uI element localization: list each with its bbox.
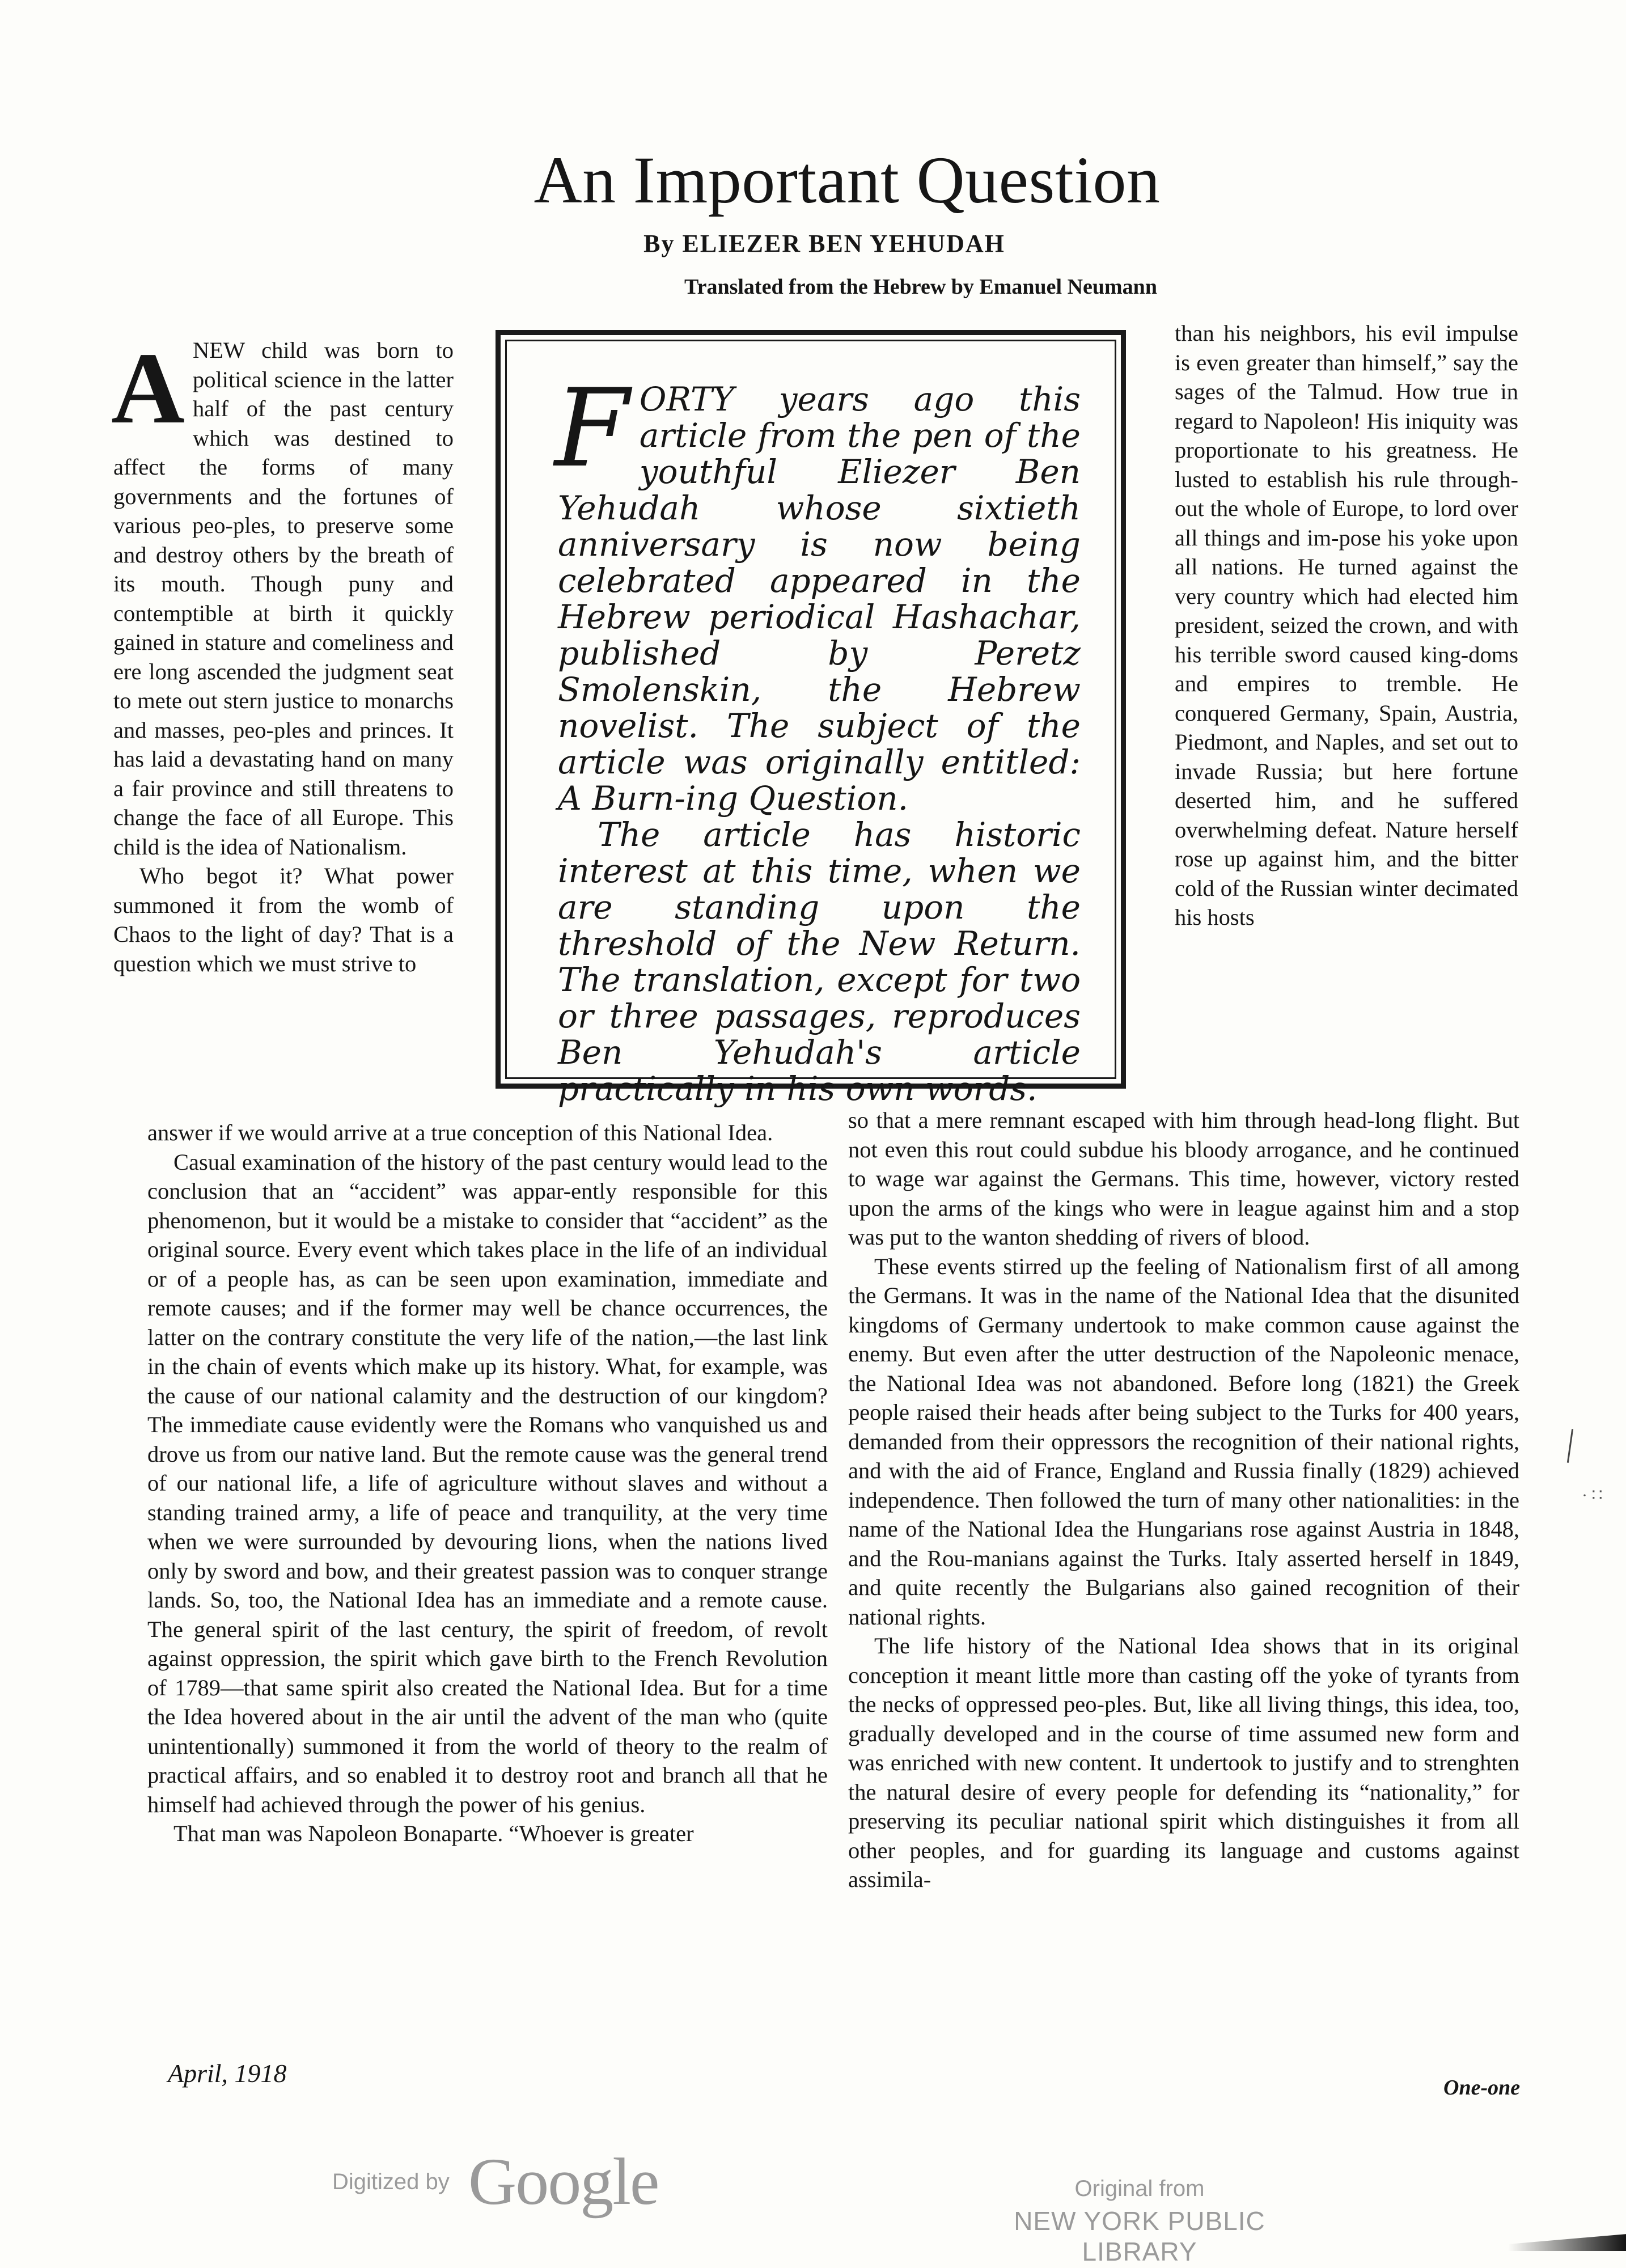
left-column-bottom [147,1118,828,1848]
drop-cap-f: F [554,366,629,491]
original-from-label: Original from [1074,2176,1205,2201]
translator-credit: Translated from the Hebrew by Emanuel Neumann [684,275,1157,299]
issue-date: April, 1918 [168,2059,287,2088]
paragraph-life-history: The life history of the National Idea shows that in its original conception it meant little more than casting off the yoke of tyrants from the necks of oppressed peo-ples. But, like all living things, this idea, too, gradually developed and in the course of time assumed new form and was enriched with new content. It undertook to justify and to strenghten the natural desire of every people for defending its “nationality,” for preserving its peculiar national spirit which distinguishes it from all other peoples, and for guarding its language and customs against assimila- [848,1633,1519,1892]
paragraph-events-stirred: These events stirred up the feeling of Nationalism first of all among the Germans. It was in the name of the National Idea that the disunited kingdoms of Germany undertook to make common cause against the enemy. But even after the utter destruction of the Napoleonic menace, the National Idea was not abandoned. Before long (1821) the Greek people raised their heads after being subject to the Turks for 400 years, demanded from their oppressors the recognition of their national rights, and with the aid of France, England and Russia finally (1829) achieved independence. Then followed the turn of many other nationalities: in the name of the National Idea the Hungarians rose against Austria in 1848, and the Rou-manians against the Turks. Italy asserted herself in 1849, and quite recently the Bulgarians also gained recognition of their national rights. [848,1253,1519,1630]
digitized-by-label: Digitized by [332,2169,450,2194]
editorial-note-text-1: ORTY years ago this article from the pen of the youthful Eliezer Ben Yehudah whose sixtieth anniversary is now being celebrated appeared in the Hebrew periodical Hashachar, published by Peretz Smolenskin, the Hebrew novelist. The subject of the article was originally entitled: A Burn-ing Question. [558,380,1081,818]
right-column-bottom [848,1106,1519,1894]
editorial-note-paragraph-1 [554,366,1081,818]
editorial-note-paragraph-2: The article has historic interest at this time, when we are standing upon the threshold of the New Return. The translation, except for two or three passages, reproduces Ben Yehudah's article practically in his own words. [558,815,1081,1108]
paragraph-napoleon: That man was Napoleon Bonaparte. “Whoever is greater [173,1821,694,1846]
opening-paragraph [111,332,454,861]
right-column-top [1175,319,1518,932]
library-name: NEW YORK PUBLIC LIBRARY [1014,2206,1265,2266]
article-title: An Important Question [533,143,1161,217]
google-logo: Google [468,2144,659,2219]
margin-specks: · ∷ [1582,1486,1603,1505]
left-column-top [111,332,454,978]
paragraph-continuation: answer if we would arrive at a true conception of this National Idea. [147,1120,773,1145]
paragraph-casual-examination: Casual examination of the history of the past century would lead to the conclusion that an “accident” was appar-ently responsible for this phenomenon, but it would be a mistake to consider that “accident” as the original source. Every event which takes place in the life of an individual or of a people has, as can be seen upon examination, immediate and remote causes; and if the former may well be chance occurrences, the latter on the contrary constitute the very life of the nation,—the last link in the chain of events which make up its history. What, for example, was the cause of our national calamity and the destruction of our kingdom? The immediate cause evidently were the Romans who vanquished us and drove us from our native land. But the remote cause was the general trend of our national life, a life of agriculture without slaves and without a standing trained army, a life of peace and tranquility, at the very time when we were surrounded by devouring lions, when the nations lived only by sword and bow, and their greatest passion was to conquer strange lands. So, too, the National Idea has an immediate and a remote cause. The general spirit of the last century, the spirit of freedom, of revolt against oppression, the spirit which gave birth to the French Revolution of 1789—that same spirit also created the National Idea. But for a time the Idea hovered about in the air until the advent of the man who (quite unintentionally) summoned it from the world of theory to the realm of practical affairs, and so enabled it to destroy root and branch all that he himself had achieved through the power of his genius. [147,1149,828,1817]
page-corner-shadow [1508,2234,1626,2251]
editorial-note-inner [505,340,1116,1108]
paragraph-who-begot: Who begot it? What power summoned it from the womb of Chaos to the light of day? That is a question which we must strive to [113,863,454,976]
opening-paragraph-text: NEW child was born to political science in the latter half of the past century which was destined to affect the forms of many governments and the fortunes of various peo-ples, to preserve some and destroy others by the breath of its mouth. Though puny and contemptible at birth it quickly gained in stature and comeliness and ere long ascended the judgment seat to mete out stern justice to monarchs and masses, peo-ples and princes. It has laid a devastating hand on many a fair province and still threatens to change the face of all Europe. This child is the idea of Nationalism. [113,337,454,860]
editorial-note-box [496,330,1126,1108]
paragraph-remnant: so that a mere remnant escaped with him through head-long flight. But not even this rout could subdue his bloody arrogance, and he continued to wage war against the Germans. This time, however, victory rested upon the arms of the kings who were in league against him and a stop was put to the wanton shedding of rivers of blood. [848,1107,1519,1250]
drop-cap-a: A [111,332,185,445]
page-label: One-one [1443,2076,1521,2100]
paragraph-neighbors: than his neighbors, his evil impulse is even greater than himself,” say the sages of the Talmud. How true in regard to Napoleon! His iniquity was proportionate to his greatness. He lusted to establish his rule through-out the whole of Europe, to lord over all things and im-pose his yoke upon all nations. He turned against the very country which had elected him president, seized the crown, and with his terrible sword caused king-doms and empires to tremble. He conquered Germany, Spain, Austria, Piedmont, and Naples, and set out to invade Russia; but here fortune deserted him, and he suffered overwhelming defeat. Nature herself rose up against him, and the bitter cold of the Russian winter decimated his hosts [1175,320,1518,930]
margin-pencil-mark [1567,1429,1573,1463]
article-byline: By ELIEZER BEN YEHUDAH [643,230,1005,257]
